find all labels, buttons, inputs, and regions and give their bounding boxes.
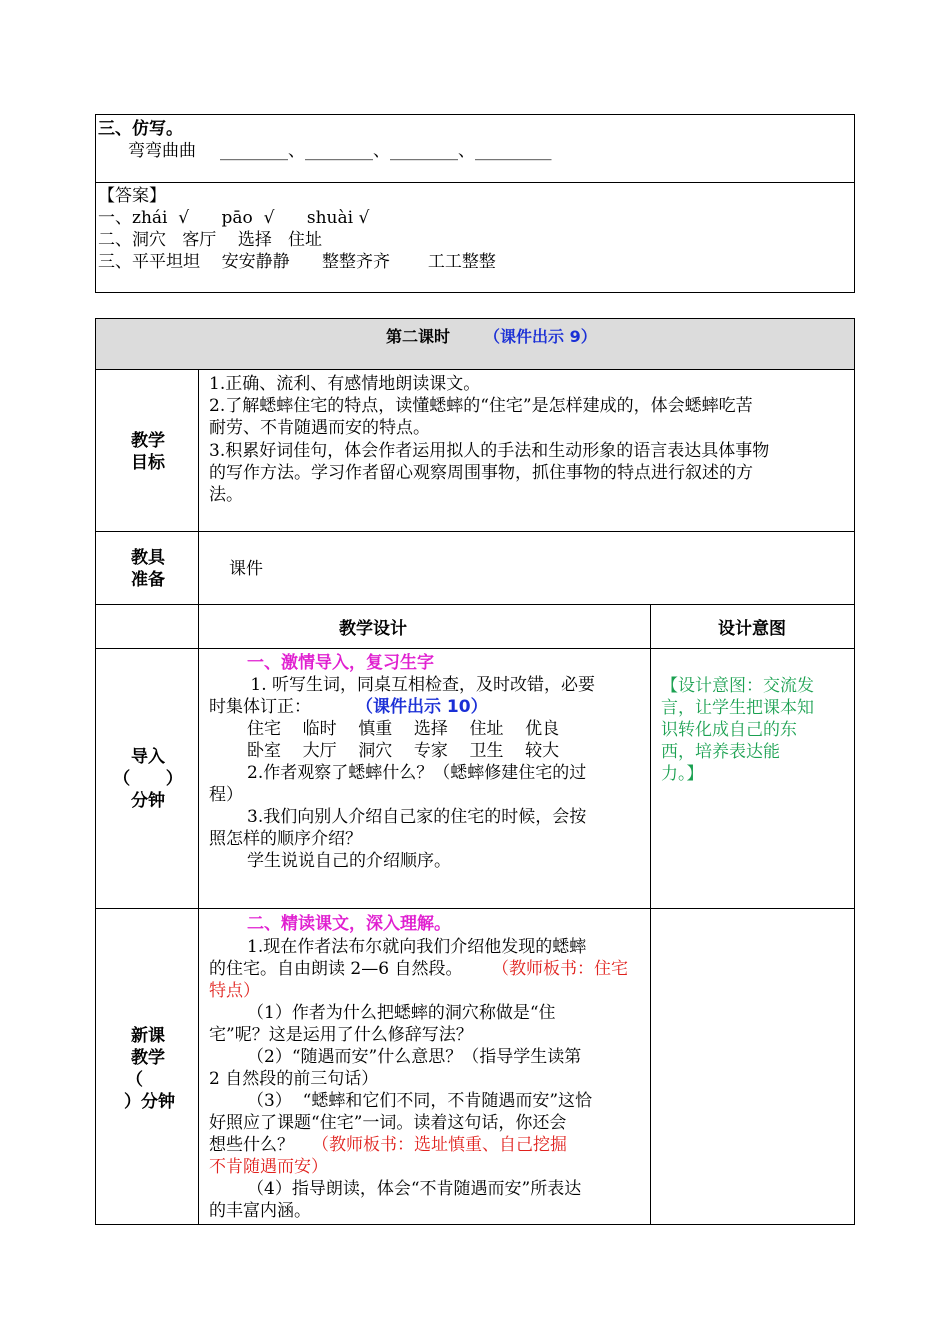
goals-label-2: 目标 (131, 453, 165, 473)
answer-line-1: 一、zhái √ pāo √ shuài √ (98, 208, 370, 228)
new-lesson-label-1: 新课 (131, 1026, 165, 1046)
exercise-title: 三、仿写。 (98, 119, 183, 139)
goal-1: 1.正确、流利、有感情地朗读课文。 (209, 374, 481, 394)
goal-3c: 法。 (209, 485, 243, 505)
answer-header: 【答案】 (98, 186, 166, 206)
intro-intent-1: 【设计意图：交流发 (661, 676, 814, 696)
lesson-courseware: （课件出示 9） (484, 327, 597, 346)
new-lesson-q1a: （1）作者为什么把蟋蟀的洞穴称做是“住 (247, 1003, 556, 1023)
answer-line-3: 三、平平坦坦 安安静静 整整齐齐 工工整整 (98, 252, 496, 272)
new-lesson-q3b: 好照应了课题“住宅”一词。读着这句话，你还会 (209, 1113, 567, 1133)
intro-p1a: 1. 听写生词，同桌互相检查，及时改错，必要 (245, 675, 596, 695)
intro-intent-2: 言，让学生把课本知 (661, 698, 814, 718)
new-lesson-p1-note-b: 特点） (209, 981, 260, 1001)
new-lesson-p1b: 的住宅。自由朗读 2—6 自然段。 (209, 959, 463, 979)
answer-line-2: 二、洞穴 客厅 选择 住址 (98, 230, 323, 250)
tools-value: 课件 (229, 559, 263, 579)
intro-p2b: 程） (209, 785, 243, 805)
intro-p4: 学生说说自己的介绍顺序。 (247, 851, 451, 871)
intro-intent-4: 西，培养表达能 (661, 742, 780, 762)
new-lesson-q3-note-a: （教师板书：选址慎重、自己挖掘 (312, 1135, 567, 1155)
intro-label-2: （ ） (113, 769, 183, 789)
divider (96, 908, 854, 909)
label-column-line (198, 369, 199, 1225)
divider (96, 182, 854, 183)
new-lesson-q1b: 宅”呢？这是运用了什么修辞写法？ (209, 1025, 473, 1045)
divider (96, 531, 854, 532)
goal-3b: 的写作方法。学习作者留心观察周围事物，抓住事物的特点进行叙述的方 (209, 463, 753, 483)
new-lesson-p1a: 1.现在作者法布尔就向我们介绍他发现的蟋蟀 (247, 937, 587, 957)
intro-words-1: 住宅 临时 慎重 选择 住址 优良 (247, 719, 560, 739)
goal-2b: 耐劳、不肯随遇而安的特点。 (209, 418, 430, 438)
tools-label-2: 准备 (131, 570, 165, 590)
new-lesson-q3a: （3） “蟋蟀和它们不同，不肯随遇而安”这恰 (247, 1091, 593, 1111)
intro-p3a: 3.我们向别人介绍自己家的住宅的时候，会按 (247, 807, 587, 827)
divider (96, 648, 854, 649)
design-header: 教学设计 (339, 619, 407, 639)
intent-column-line (650, 605, 651, 1225)
tools-label-1: 教具 (131, 548, 165, 568)
new-lesson-q4b: 的丰富内涵。 (209, 1201, 311, 1221)
new-lesson-q3-note-b: 不肯随遇而安） (209, 1157, 328, 1177)
exercise-prompt: 弯弯曲曲 (128, 141, 196, 161)
new-lesson-q3c: 想些什么？ (209, 1135, 294, 1155)
goals-label-1: 教学 (131, 431, 165, 451)
new-lesson-q2a: （2）“随遇而安”什么意思？（指导学生读第 (247, 1047, 582, 1067)
new-lesson-q2b: 2 自然段的前三句话） (209, 1069, 379, 1089)
intro-p1-courseware: （课件出示 10） (356, 697, 488, 717)
divider (96, 604, 854, 605)
divider (96, 369, 854, 370)
lesson-title-row (96, 319, 854, 369)
lesson-title: 第二课时 (386, 327, 451, 346)
intro-p3b: 照怎样的顺序介绍？ (209, 829, 362, 849)
intro-intent-3: 识转化成自己的东 (661, 720, 797, 740)
intro-words-2: 卧室 大厅 洞穴 专家 卫生 较大 (247, 741, 560, 761)
intro-p1b: 时集体订正： (209, 697, 311, 717)
intro-label-3: 分钟 (131, 791, 165, 811)
exercise-blanks: ________、________、________、_________ (220, 141, 552, 161)
new-lesson-heading: 二、精读课文，深入理解。 (247, 914, 451, 934)
new-lesson-label-2: 教学 (131, 1048, 165, 1068)
intro-label-1: 导入 (131, 747, 165, 767)
new-lesson-label-4: ）分钟 (124, 1092, 175, 1112)
new-lesson-label-3: （ (126, 1070, 143, 1090)
new-lesson-q4a: （4）指导朗读，体会“不肯随遇而安”所表达 (247, 1179, 582, 1199)
goal-3a: 3.积累好词佳句，体会作者运用拟人的手法和生动形象的语言表达具体事物 (209, 441, 770, 461)
intro-heading: 一、激情导入，复习生字 (247, 653, 434, 673)
new-lesson-p1-note-a: （教师板书：住宅 (492, 959, 628, 979)
intent-header: 设计意图 (718, 619, 786, 639)
intro-p2a: 2.作者观察了蟋蟀什么？（蟋蟀修建住宅的过 (247, 763, 587, 783)
goal-2a: 2.了解蟋蟀住宅的特点，读懂蟋蟀的“住宅”是怎样建成的，体会蟋蟀吃苦 (209, 396, 753, 416)
intro-intent-5: 力。】 (661, 764, 704, 784)
